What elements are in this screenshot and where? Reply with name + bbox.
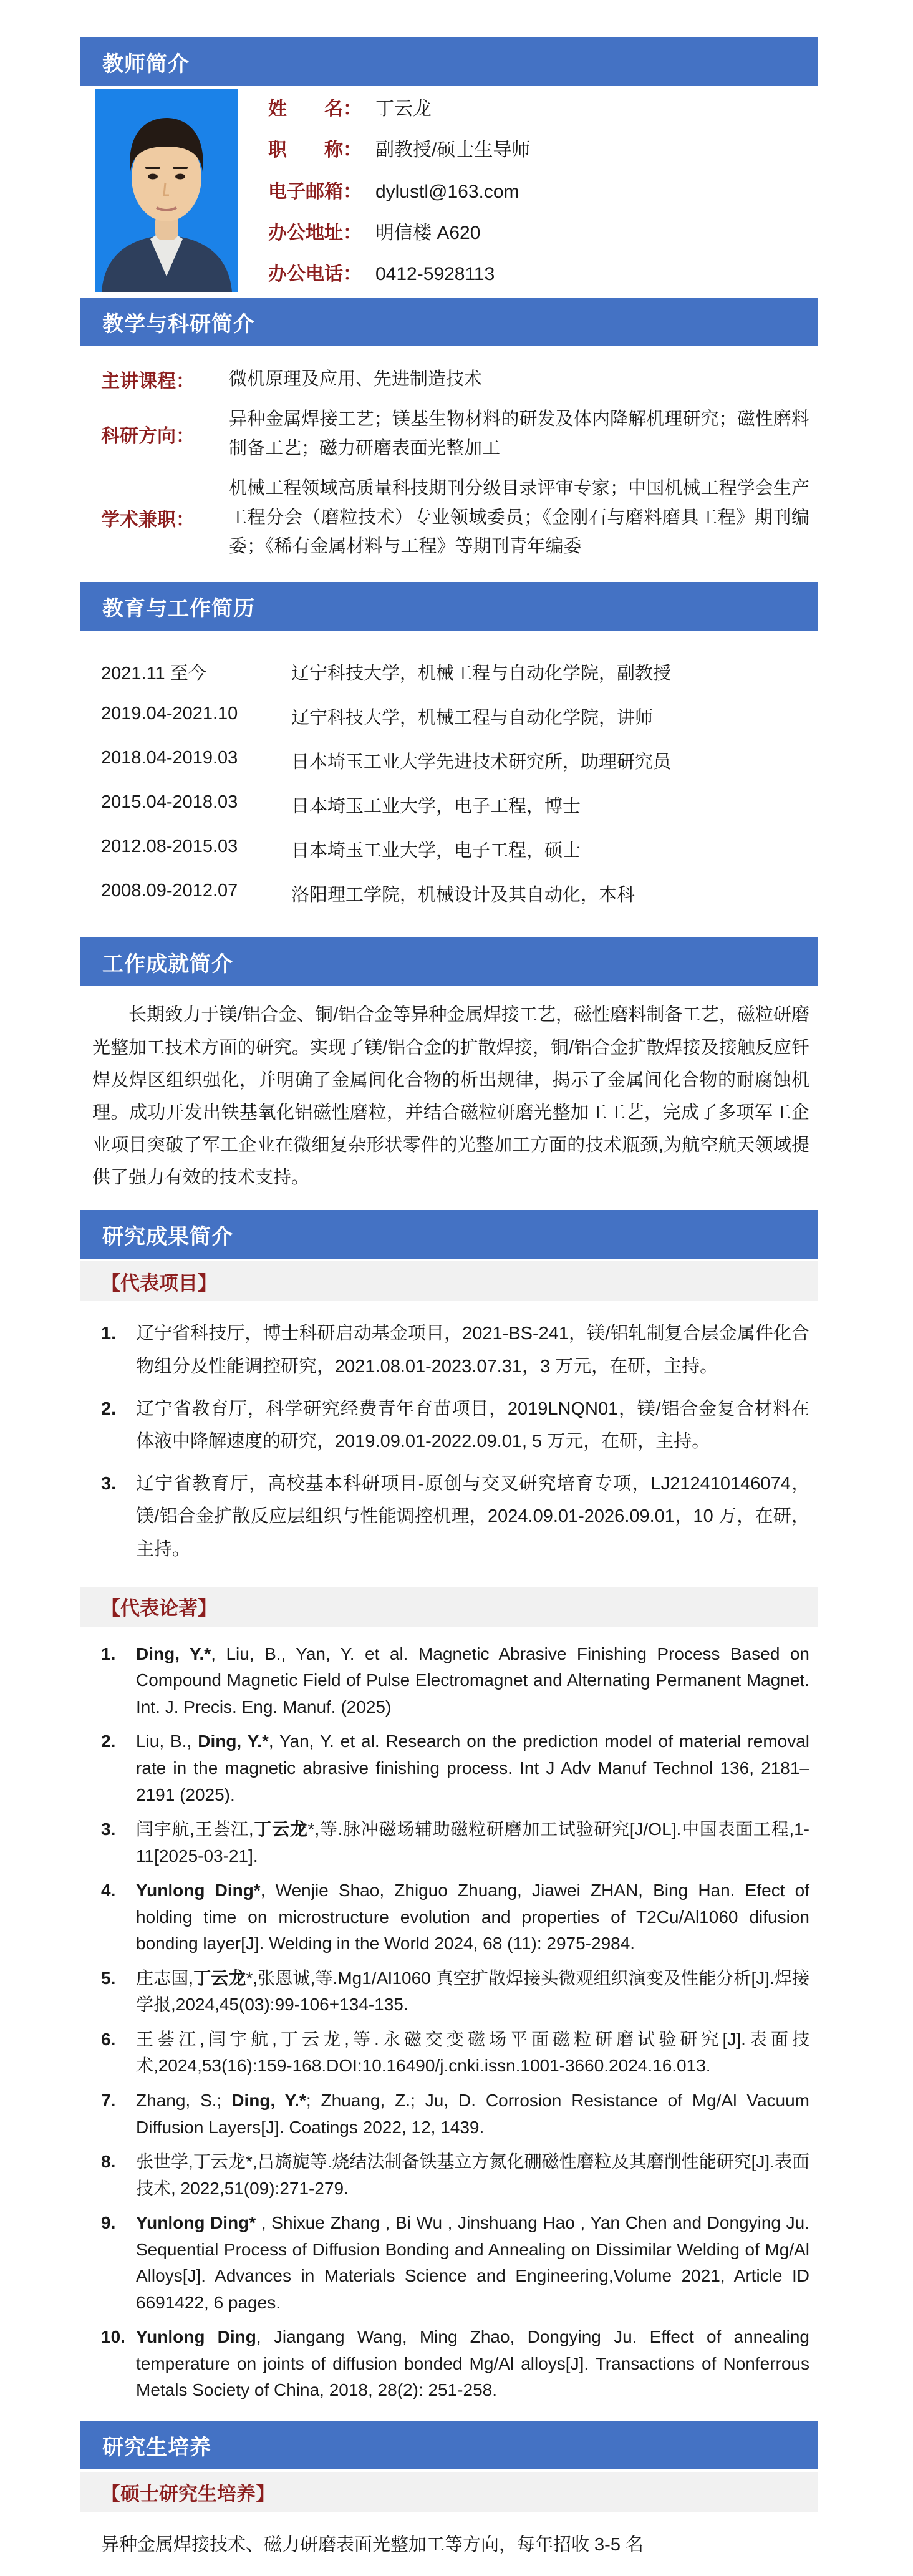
citation-text: Liu, B.,	[136, 1731, 198, 1751]
graduate-recruiting-note: 异种金属焊接技术、磁力研磨表面光整加工等方向，每年招收 3-5 名	[101, 2535, 644, 2555]
field-label: 办公电话：	[268, 264, 362, 284]
project-item	[101, 1393, 809, 1458]
publication-item	[101, 1641, 809, 1721]
citation-text: , Yan, Y. et al. Research on the prediction model of material removal rate in the magnetic abrasive finishing process. Int J Adv Manuf Technol 136, 2181–2191 (2025).	[136, 1731, 810, 1804]
education-rows	[80, 631, 818, 937]
section-title: 研究成果简介	[102, 1224, 233, 1249]
field-value: 微机原理及应用、先进制造技术	[229, 369, 483, 389]
profile-field-row	[268, 134, 818, 162]
teaching-row	[101, 405, 809, 463]
author-name-bold: Ding, Y.*	[136, 1644, 211, 1663]
field-value: 副教授/硕士生导师	[375, 140, 531, 161]
citation-text: 张世学,丁云龙*,吕旖旎等.烧结法制备铁基立方氮化硼磁性磨粒及其磨削性能研究[J].表面技术, 2022,51(09):271-279.	[136, 2152, 809, 2198]
citation-text: 庄志国,	[136, 1968, 194, 1988]
citation-text: , Jiangang Wang, Ming Zhao, Dongying Ju. Effect of annealing temperature on joints of diffusion bonded Mg/Al alloys[J]. Transactions of Nonferrous Metals Society of China, 2018, 28(2): 251-258.	[136, 2327, 809, 2400]
profile-field-row	[268, 258, 818, 286]
field-value: 0412-5928113	[375, 264, 495, 284]
item-number: 1.	[101, 1644, 116, 1663]
publication-text	[136, 2149, 809, 2202]
author-name-bold: Yunlong Ding*	[136, 2213, 256, 2233]
author-name-bold: Ding, Y.*	[231, 2090, 306, 2110]
field-value: dylustl@163.com	[375, 181, 519, 202]
citation-text: ; Zhuang, Z.; Ju, D. Corrosion Resistance of Mg/Al Vacuum Diffusion Layers[J]. Coatings 2022, 12, 1439.	[136, 2090, 809, 2137]
section-title: 工作成就简介	[102, 952, 233, 976]
author-name-bold: Yunlong Ding*	[136, 1881, 261, 1901]
achievements-paragraph: 长期致力于镁/铝合金、铜/铝合金等异种金属焊接工艺，磁性磨料制备工艺，磁粒研磨光整加工技术方面的研究。实现了镁/铝合金的扩散焊接，铜/铝合金扩散焊接及接触反应钎焊及焊区组织强化，并明确了金属间化合物的析出规律，揭示了金属间化合物的耐腐蚀机理。成功开发出铁基氧化铝磁性磨粒，并结合磁粒研磨光整加工工艺，完成了多项军工企业项目突破了军工企业在微细复杂形状零件的光整加工方面的技术瓶颈,为航空航天领域提供了强力有效的技术支持。	[92, 1005, 809, 1188]
subheading-representative-projects	[80, 1261, 818, 1301]
subheading-representative-publications	[80, 1587, 818, 1627]
education-period: 2019.04-2021.10	[101, 704, 238, 724]
education-period: 2008.09-2012.07	[101, 881, 238, 901]
publication-text	[136, 2210, 809, 2316]
citation-text: Zhang, S.;	[136, 2090, 232, 2110]
item-number: 5.	[101, 1968, 116, 1988]
field-value: 丁云龙	[375, 99, 432, 119]
item-number: 3.	[101, 1819, 116, 1839]
citation-text: *,等.脉冲磁场辅助磁粒研磨加工试验研究[J/OL].中国表面工程,1-11[2025-03-21].	[136, 1819, 809, 1866]
project-item	[101, 1468, 809, 1566]
section-title: 研究生培养	[102, 2435, 211, 2459]
item-number: 7.	[101, 2090, 116, 2110]
section-header-education-work	[80, 582, 818, 631]
publication-text	[136, 2088, 809, 2141]
publication-item	[101, 2149, 809, 2202]
citation-text: , Shixue Zhang , Bi Wu , Jinshuang Hao , Yan Chen and Dongying Ju. Sequential Process of Diffusion Bonding and Annealing on Dissimilar Welding of Mg/Al Alloys[J]. Advances in Materials Science and Engineering,Volume 2021, Article ID 6691422, 6 pages.	[136, 2213, 809, 2312]
teaching-row	[101, 474, 809, 561]
field-value: 明信楼 A620	[375, 222, 481, 243]
citation-text: *,张恩诚,等.Mg1/Al1060 真空扩散焊接头微观组织演变及性能分析[J].焊接学报,2024,45(03):99-106+134-135.	[136, 1968, 809, 2015]
item-number: 1.	[101, 1324, 117, 1344]
item-number: 3.	[101, 1474, 117, 1494]
profile-block	[80, 86, 818, 298]
section-title: 教育与工作简历	[102, 596, 255, 621]
publication-item	[101, 1728, 809, 1808]
project-text: 辽宁省教育厅，科学研究经费青年育苗项目，2019LNQN01，镁/铝合金复合材料在体液中降解速度的研究，2019.09.01-2022.09.01, 5 万元，在研，主持。	[136, 1398, 809, 1452]
subheading-master-training	[80, 2472, 818, 2512]
field-value: 异种金属焊接工艺；镁基生物材料的研发及体内降解机理研究；磁性磨料制备工艺；磁力研磨表面光整加工	[229, 409, 809, 458]
portrait-photo-graphic	[95, 89, 238, 292]
item-number: 10.	[101, 2327, 125, 2347]
citation-text: , Wenjie Shao, Zhiguo Zhuang, Jiawei ZHAN, Bing Han. Efect of holding time on microstructure evolution and properties of T2Cu/Al1060 difusion bonding layer[J]. Welding in the World 2024, 68 (11): 2975-2984.	[136, 1881, 809, 1954]
publication-item	[101, 2210, 809, 2316]
author-name-bold: 丁云龙	[193, 1968, 246, 1988]
publications-list	[80, 1627, 818, 2421]
projects-list	[80, 1301, 818, 1584]
item-number: 9.	[101, 2213, 116, 2233]
field-label: 办公地址：	[268, 222, 362, 243]
field-label: 科研方向：	[101, 425, 195, 447]
education-detail: 日本埼玉工业大学，电子工程，硕士	[291, 841, 581, 861]
publication-text	[136, 2026, 809, 2080]
item-number: 6.	[101, 2029, 116, 2049]
publication-item	[101, 2088, 809, 2141]
teaching-row	[101, 365, 809, 394]
project-item	[101, 1317, 809, 1382]
item-number: 8.	[101, 2152, 116, 2172]
education-row	[101, 836, 809, 862]
field-value: 机械工程领域高质量科技期刊分级目录评审专家；中国机械工程学会生产工程分会（磨粒技术）专业领域委员；《金刚石与磨料磨具工程》期刊编委；《稀有金属材料与工程》等期刊青年编委	[229, 478, 809, 556]
education-row	[101, 748, 809, 773]
profile-fields	[268, 89, 818, 292]
field-label: 电子邮箱：	[268, 181, 362, 202]
subheading-label: 【硕士研究生培养】	[101, 2482, 275, 2505]
education-period: 2018.04-2019.03	[101, 748, 238, 768]
publication-text	[136, 1728, 809, 1808]
author-name-bold: 丁云龙	[253, 1819, 308, 1839]
teaching-rows	[80, 346, 818, 582]
citation-text: , Liu, B., Yan, Y. et al. Magnetic Abrasive Finishing Process Based on Compound Magnetic Field of Pulse Electromagnet and Alternating Permanent Magnet. Int. J. Precis. Eng. Manuf. (2025)	[136, 1644, 809, 1717]
publication-text	[136, 1877, 809, 1957]
publication-text	[136, 1816, 809, 1869]
publication-item	[101, 2026, 809, 2080]
citation-text: 闫宇航,王荟江,	[136, 1819, 254, 1839]
education-detail: 辽宁科技大学，机械工程与自动化学院，副教授	[291, 664, 672, 684]
subheading-label: 【代表项目】	[101, 1272, 217, 1294]
profile-field-row	[268, 93, 818, 120]
section-title: 教学与科研简介	[102, 312, 255, 336]
section-header-graduate-training	[80, 2421, 818, 2469]
education-period: 2021.11 至今	[101, 664, 206, 684]
teacher-photo	[95, 89, 238, 292]
education-detail: 日本埼玉工业大学，电子工程，博士	[291, 797, 581, 817]
education-detail: 洛阳理工学院，机械设计及其自动化，本科	[291, 885, 635, 906]
citation-text: 王荟江,闫宇航,丁云龙,等.永磁交变磁场平面磁粒研磨试验研究[J].表面技术,2024,53(16):159-168.DOI:10.16490/j.cnki.issn.1001-3660.2024.16.013.	[136, 2029, 809, 2076]
section-title: 教师简介	[102, 52, 190, 76]
item-number: 2.	[101, 1398, 117, 1419]
section-header-achievements	[80, 937, 818, 986]
publication-text	[136, 1965, 809, 2018]
publication-item	[101, 1816, 809, 1869]
field-label: 主讲课程：	[101, 371, 195, 392]
project-text: 辽宁省教育厅，高校基本科研项目-原创与交叉研究培育专项，LJ212410146074，镁/铝合金扩散反应层组织与性能调控机理，2024.09.01-2026.09.01，10 万，在研，主持。	[136, 1474, 809, 1559]
education-row	[101, 792, 809, 818]
section-header-teacher-intro	[80, 37, 818, 86]
field-label: 姓 名：	[268, 99, 362, 119]
education-detail: 辽宁科技大学，机械工程与自动化学院，讲师	[291, 708, 654, 729]
education-detail: 日本埼玉工业大学先进技术研究所，助理研究员	[291, 752, 672, 773]
author-name-bold: Ding, Y.*	[198, 1731, 269, 1751]
project-text: 辽宁省科技厅，博士科研启动基金项目，2021-BS-241，镁/铝轧制复合层金属件化合物组分及性能调控研究，2021.08.01-2023.07.31，3 万元，在研，主持。	[136, 1324, 809, 1377]
section-header-teaching-research	[80, 298, 818, 346]
author-name-bold: Yunlong Ding	[136, 2327, 256, 2347]
section-header-research-results	[80, 1210, 818, 1259]
education-row	[101, 881, 809, 906]
field-label: 学术兼职：	[101, 509, 195, 530]
education-period: 2012.08-2015.03	[101, 836, 238, 857]
field-label: 职 称：	[268, 140, 362, 161]
publication-item	[101, 1965, 809, 2018]
item-number: 2.	[101, 1731, 116, 1751]
profile-field-row	[268, 176, 818, 203]
education-row	[101, 659, 809, 685]
profile-field-row	[268, 217, 818, 245]
education-row	[101, 704, 809, 729]
publication-text	[136, 1641, 809, 1721]
education-period: 2015.04-2018.03	[101, 792, 238, 813]
publication-text	[136, 2324, 809, 2404]
publication-item	[101, 2324, 809, 2404]
subheading-label: 【代表论著】	[101, 1597, 217, 1620]
publication-item	[101, 1877, 809, 1957]
item-number: 4.	[101, 1881, 116, 1901]
